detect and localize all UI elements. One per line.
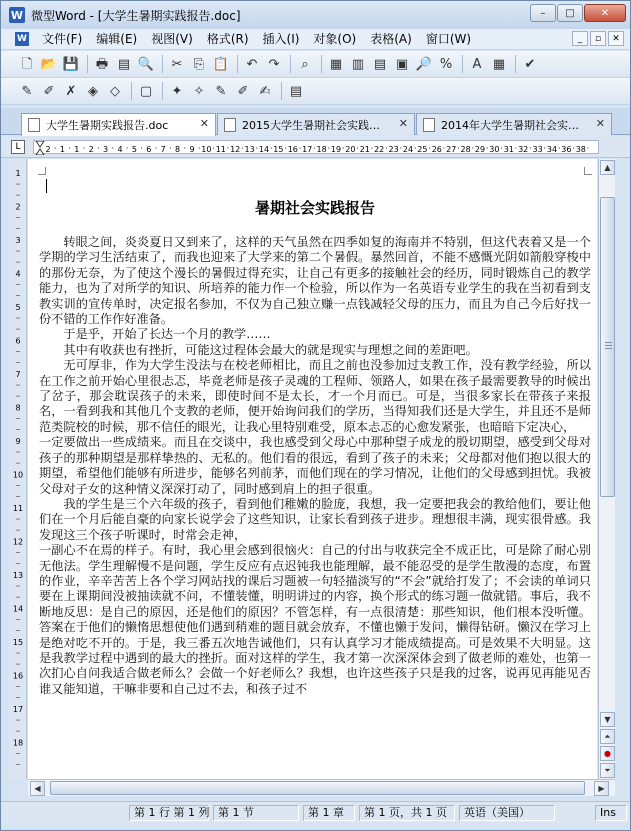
- print-preview-icon[interactable]: 🔍: [137, 56, 155, 72]
- ruler-tick: [69, 147, 70, 148]
- doc-file-icon: [423, 118, 435, 132]
- standard-toolbar: [1, 51, 630, 78]
- print-icon[interactable]: 🖶: [95, 56, 109, 72]
- ruler-tick: [443, 147, 444, 148]
- ruler-tick: [184, 147, 185, 148]
- previous-page-icon[interactable]: ⏶: [600, 729, 615, 744]
- toolbar-separator: [162, 82, 163, 100]
- ruler-tick-label: 4: [15, 269, 21, 279]
- document-paragraph: 其中有收获也有挫折，可能这过程体会最大的就是现实与理想之间的差距吧。: [63, 342, 478, 357]
- open-folder-icon[interactable]: 📂: [40, 56, 58, 72]
- doc-minimize-button[interactable]: _: [572, 31, 588, 46]
- menu-edit[interactable]: 编辑(E): [96, 31, 138, 46]
- ruler-tick-label: 34: [546, 145, 558, 154]
- ruler-tick-label: 31: [503, 145, 514, 154]
- ruler-tick: [429, 147, 430, 148]
- tab-label: 大学生暑期实践报告.doc: [46, 119, 169, 132]
- ruler-tick-label: 38: [575, 145, 586, 154]
- doc-close-button[interactable]: ✕: [608, 31, 624, 46]
- font-icon[interactable]: A: [472, 56, 482, 72]
- ruler-tick: [155, 147, 156, 148]
- review-toolbar: [1, 78, 630, 105]
- menu-file[interactable]: 文件(F): [42, 31, 83, 46]
- ruler-tick-label: 18: [316, 145, 327, 154]
- ruler-tick: [213, 147, 214, 148]
- ruler-tick: [573, 147, 574, 148]
- scroll-down-icon[interactable]: ▼: [600, 712, 615, 727]
- ruler-tick: [587, 147, 588, 148]
- ruler-tick: [559, 147, 560, 148]
- ruler-tick-label: 36: [561, 145, 572, 154]
- review-icon[interactable]: ✍: [259, 83, 271, 99]
- ruler-tick-label: 6: [146, 145, 152, 154]
- window-title: 微型Word - [大学生暑期实践报告.doc]: [31, 8, 241, 23]
- ruler-tick-label: 10: [12, 470, 24, 480]
- ruler-tick: [314, 147, 315, 148]
- pdf-icon[interactable]: ▤: [117, 56, 131, 72]
- ruler-tick: [227, 147, 228, 148]
- ruler-tick: [415, 147, 416, 148]
- doc-restore-button[interactable]: ▫: [590, 31, 606, 46]
- text-cursor: [46, 179, 47, 193]
- mark-2-icon[interactable]: ✧: [193, 83, 205, 99]
- document-paragraph: 一定要做出一些成绩来。而且在交谈中，我也感受到父母心中那种望子成龙的殷切期望，感受到父母对孩子的那种期望是那样挚热的、无私的。他们看的很远，看到了孩子的未来；父母都对他们抱以很大的期望，希望他们能够有所进步，能够名列前茅，而他们现在的学习情况，让他们的父母感到担忧。我被父母对子女的这种情义深深打动了，同时感到肩上的担子很重。: [39, 435, 591, 496]
- window-controls: [530, 4, 626, 22]
- maximize-button[interactable]: □: [557, 4, 583, 22]
- tab-label: 2015大学生暑期社会实践…: [242, 118, 380, 132]
- ruler-tick-label: 1: [74, 145, 80, 154]
- tab-stop-selector[interactable]: L: [11, 140, 25, 154]
- ruler-tick-label: 7: [160, 145, 166, 154]
- next-page-icon[interactable]: ⏷: [600, 763, 615, 778]
- ruler-tick-label: 9: [189, 145, 195, 154]
- scroll-left-icon[interactable]: ◀: [30, 781, 45, 796]
- ruler-tick: [386, 147, 387, 148]
- browse-object-icon[interactable]: ●: [600, 746, 615, 761]
- ruler-tick-label: 19: [330, 145, 342, 154]
- ruler-tick: [112, 147, 113, 148]
- document-paragraph: 一副心不在焉的样子。有时，我心里会感到很恼火：自己的付出与收获完全不成正比，可是除了耐心别无他法。学生理解慢不是问题，学生反应有点迟钝我也能理解，最不能忍受的是学生散漫的态度，布置的作业，辛辛苦苦上各个学习网站找的课后习题被一句轻描淡写的“不会”就给打发了；不会读的单词只要在上课期间没被抽读就不问，不懂装懂，明明讲过的内容，换个形式的练习题一做就错。事后，我不断地反思：是自己的原因，还是他们的原因？不管怎样，有一点很清楚：那些知识，他们根本没听懂。答案在于他们的懒惰思想使他们遇到稍难的题目就会放弃，不懂也懒于发问，懒得钻研。懒汉在学习上是绝对吃不开的。于是，我三番五次地告诫他们，只有认真学习才能成绩提高。可是效果不大明显。这是我教学过程中遇到的最大的挫折。面对这样的学生，我才第一次深深体会到了做老师的难处，也第一次扪心自问我适合做老师么？会做一个好老师么？我想，也许这些孩子只是我的过客，说再见再能见否谁又能知道，干嘛非要和自己过不去，和孩子过不: [39, 543, 591, 696]
- ruler-tick-label: 5: [15, 303, 21, 312]
- accept-icon[interactable]: ◈: [88, 83, 98, 99]
- ruler-tick: [501, 147, 502, 148]
- document-window-controls: [572, 31, 624, 46]
- ruler-tick: [472, 147, 473, 148]
- toolbar-separator: [290, 55, 291, 73]
- horizontal-scrollbar[interactable]: [28, 779, 615, 796]
- edit-icon[interactable]: ✐: [43, 83, 55, 99]
- menu-table[interactable]: 表格(A): [370, 31, 412, 46]
- toolbar-separator: [237, 55, 238, 73]
- comment-icon[interactable]: ▢: [139, 83, 153, 99]
- ruler-tick: [299, 147, 300, 148]
- find-icon[interactable]: ⌕: [301, 56, 309, 72]
- ruler-tick-label: 8: [175, 145, 181, 154]
- ruler-tick-label: 30: [489, 145, 500, 154]
- ruler-tick-label: 27: [446, 145, 457, 154]
- tab-label: 2014年大学生暑期社会实…: [441, 118, 579, 132]
- ruler-tick: [343, 147, 344, 148]
- ruler-tick: [530, 147, 531, 148]
- tab-close-icon[interactable]: ✕: [595, 117, 605, 130]
- ruler-tick: [487, 147, 488, 148]
- status-language[interactable]: 英语（美国）: [459, 805, 555, 821]
- toolbar-separator: [281, 82, 282, 100]
- ruler-tick-label: 23: [388, 145, 399, 154]
- minimize-button[interactable]: –: [530, 4, 556, 22]
- ruler-tick-label: 2: [88, 145, 94, 154]
- ruler-tick-label: 3: [103, 145, 109, 154]
- document-area[interactable]: [28, 159, 597, 779]
- ruler-tick-label: 26: [431, 145, 442, 154]
- ruler-tick-label: 13: [12, 571, 24, 580]
- spellcheck-icon[interactable]: ✔: [524, 56, 536, 72]
- indent-marker[interactable]: [36, 141, 44, 155]
- menu-format[interactable]: 格式(R): [206, 31, 249, 46]
- ruler-tick-label: 16: [12, 671, 24, 681]
- view-icon-2[interactable]: ▣: [395, 56, 409, 72]
- ruler-tick-label: 3: [15, 236, 21, 245]
- margin-mark: [584, 167, 592, 175]
- ruler-tick-label: 1: [59, 145, 65, 154]
- ruler-tick: [170, 147, 171, 148]
- document-paragraph: 我的学生是三个六年级的孩子，看到他们稚嫩的脸庞，我想，我一定要把我会的教给他们，要让他们在一个月后能自豪的向家长说学会了这些知识，让家长看到孩子进步。理想很丰满，现实很骨感。我发现这三个孩子听课时，时常会走神，: [39, 496, 591, 542]
- ruler-tick-label: 5: [131, 145, 137, 154]
- vertical-ruler[interactable]: [9, 159, 27, 779]
- ruler-tick-label: 10: [201, 145, 212, 154]
- document-paragraph: 转眼之间，炎炎夏日又到来了，这样的天气虽然在四季如复的海南并不特别，但这代表着又是一个学期的学习生活结束了，而我也迎来了大学来的第二个暑假。暴然回首，不能不感慨光阴如箭般穿梭中的那份无奈，为了使这个漫长的暑假过得充实，让自己有更多的接触社会的经历，同时锻炼自己的教学能力，也为了对所学的知识、所培养的能力作一个检验，所以作为一名英语专业学生的我在当初看到支教实训的宣传单时，决定报名参加，不仅为自己独立赚一点钱减轻父母的压力，而且为自己今后好找一份不错的工作作好准备。: [39, 235, 591, 327]
- document-menu-icon[interactable]: W: [15, 32, 29, 46]
- ruler-tick-label: 11: [215, 145, 226, 154]
- document-page[interactable]: [34, 159, 596, 779]
- vertical-scroll-thumb[interactable]: [600, 197, 615, 497]
- ruler-tick-label: 12: [230, 145, 241, 154]
- menu-window[interactable]: 窗口(W): [425, 31, 472, 46]
- tab-close-icon[interactable]: ✕: [199, 117, 209, 130]
- ruler-tick-label: 14: [258, 145, 270, 154]
- view-icon[interactable]: ▤: [373, 56, 387, 72]
- ruler-tick-label: 9: [15, 437, 21, 446]
- menu-bar: [1, 29, 630, 50]
- ruler-tick-label: 7: [15, 370, 21, 379]
- mark-icon[interactable]: ✦: [171, 83, 183, 99]
- ruler-tick: [328, 147, 329, 148]
- new-document-icon[interactable]: 🗋: [21, 56, 33, 72]
- ruler-tick: [98, 147, 99, 148]
- toolbar-separator: [87, 55, 88, 73]
- ruler-tick: [515, 147, 516, 148]
- app-logo-icon: W: [10, 8, 24, 22]
- document-title: 暑期社会实践报告: [254, 199, 375, 217]
- ruler-tick: [127, 147, 128, 148]
- toolbar-separator: [462, 55, 463, 73]
- ruler-tick-label: 21: [359, 145, 370, 154]
- status-page: 第 1 页，共 1 页: [359, 805, 455, 821]
- page-layout-icon[interactable]: ▦: [329, 56, 343, 72]
- ruler-tick: [357, 147, 358, 148]
- ruler-tick-label: 4: [117, 145, 123, 154]
- ruler-tick-label: 25: [417, 145, 428, 154]
- ruler-tick: [458, 147, 459, 148]
- ruler-tick-label: 20: [345, 145, 356, 154]
- ruler-tick-label: 33: [532, 145, 543, 154]
- horizontal-scroll-thumb[interactable]: [50, 781, 585, 795]
- ruler-tick-label: 11: [12, 504, 24, 513]
- ruler-tick-label: 22: [374, 145, 385, 154]
- ruler-bar: [1, 136, 630, 158]
- document-tabs: [1, 108, 630, 135]
- toolbar-separator: [131, 82, 132, 100]
- ruler-tick: [371, 147, 372, 148]
- undo-icon[interactable]: ↶: [246, 56, 258, 72]
- toolbar-separator: [515, 55, 516, 73]
- redo-icon[interactable]: ↷: [268, 56, 280, 72]
- ruler-tick-label: 8: [15, 403, 21, 413]
- ruler-tick-label: 17: [12, 705, 24, 714]
- ruler-tick: [242, 147, 243, 148]
- tab-document-2[interactable]: [217, 113, 415, 135]
- ruler-tick-label: 14: [12, 604, 24, 614]
- ruler-tick: [400, 147, 401, 148]
- document-body: [39, 235, 591, 697]
- ruler-tick-label: 15: [12, 638, 24, 647]
- ruler-tick-label: 17: [302, 145, 313, 154]
- status-section: 第 1 节: [213, 805, 299, 821]
- status-position: 第 1 行 第 1 列: [129, 805, 209, 821]
- delete-icon[interactable]: ✗: [65, 83, 77, 99]
- doc-file-icon: [28, 118, 40, 132]
- scroll-up-icon[interactable]: ▲: [600, 160, 615, 175]
- ruler-tick: [83, 147, 84, 148]
- outline-icon[interactable]: ▥: [351, 56, 365, 72]
- document-paragraph: 于是乎，开始了长达一个月的教学……: [63, 327, 271, 342]
- ruler-tick-label: 12: [12, 537, 24, 547]
- toolbar-separator: [321, 55, 322, 73]
- sign-icon[interactable]: ▤: [289, 83, 303, 99]
- menu-view[interactable]: 视图(V): [151, 31, 193, 46]
- ruler-tick-label: 18: [12, 738, 24, 748]
- table-icon[interactable]: ▦: [492, 56, 506, 72]
- doc-file-icon: [224, 118, 236, 132]
- ruler-tick: [141, 147, 142, 148]
- ruler-tick-label: 24: [402, 145, 414, 154]
- ruler-tick-label: 1: [15, 169, 21, 178]
- menu-insert[interactable]: 插入(I): [262, 31, 300, 46]
- ruler-tick-label: 2: [45, 145, 51, 154]
- ruler-tick: [271, 147, 272, 148]
- mark-3-icon[interactable]: ✎: [215, 83, 227, 99]
- vertical-scrollbar[interactable]: [598, 159, 615, 779]
- ruler-tick-label: 32: [518, 145, 529, 154]
- title-bar: [1, 1, 630, 29]
- status-chapter: 第 1 章: [303, 805, 355, 821]
- status-bar: [1, 801, 630, 823]
- tab-close-icon[interactable]: ✕: [398, 117, 408, 130]
- ruler-tick-label: 2: [15, 202, 21, 212]
- ruler-tick: [256, 147, 257, 148]
- horizontal-ruler[interactable]: [33, 140, 599, 154]
- ruler-tick: [544, 147, 545, 148]
- ruler-tick-label: 6: [15, 336, 21, 346]
- close-button[interactable]: ✕: [584, 4, 626, 22]
- document-paragraph: 无可厚非，作为大学生没法与在校老师相比，而且之前也没参加过支教工作，没有教学经验，所以在工作之前开始心里很忐忑，毕竟老师是孩子灵魂的工程师、领路人，如果在孩子最需要教导的时候出了岔子，那会耽误孩子的未来，即使时间不是太长，才一个月而已。可是，当很多家长在带孩子来报名，一看到我和其他几个支教的老师，便开始询问我们的学历，当得知我们还是大学生，并且还不是师范类院校的时候，那不信任的眼光，让我心里特别难受，原本忐忑的心愈发紧张，也暗暗下定决心，: [39, 358, 591, 434]
- cut-icon[interactable]: ✂: [171, 56, 183, 72]
- zoom-in-icon[interactable]: 🔎: [415, 56, 433, 72]
- save-icon[interactable]: 💾: [62, 56, 80, 72]
- paste-icon[interactable]: 📋: [212, 56, 230, 72]
- ruler-tick-label: 13: [244, 145, 255, 154]
- ruler-tick: [55, 147, 56, 148]
- ruler-tick-label: 15: [273, 145, 284, 154]
- tab-document-1[interactable]: [21, 113, 216, 136]
- margin-mark: [38, 167, 46, 175]
- ruler-tick-label: 16: [287, 145, 298, 154]
- menu-object[interactable]: 对象(O): [313, 31, 357, 46]
- tab-document-3[interactable]: [416, 113, 612, 135]
- mark-4-icon[interactable]: ✐: [237, 83, 249, 99]
- toolbar-separator: [162, 55, 163, 73]
- ruler-tick: [199, 147, 200, 148]
- percent-icon[interactable]: %: [439, 56, 453, 72]
- scroll-right-icon[interactable]: ▶: [594, 781, 609, 796]
- track-changes-icon[interactable]: ✎: [21, 83, 33, 99]
- reject-icon[interactable]: ◇: [110, 83, 120, 99]
- ruler-tick: [285, 147, 286, 148]
- copy-icon[interactable]: ⎘: [193, 56, 205, 72]
- ruler-tick-label: 28: [460, 145, 471, 154]
- status-insert-mode[interactable]: Ins: [595, 805, 627, 821]
- ruler-tick-label: 29: [474, 145, 486, 154]
